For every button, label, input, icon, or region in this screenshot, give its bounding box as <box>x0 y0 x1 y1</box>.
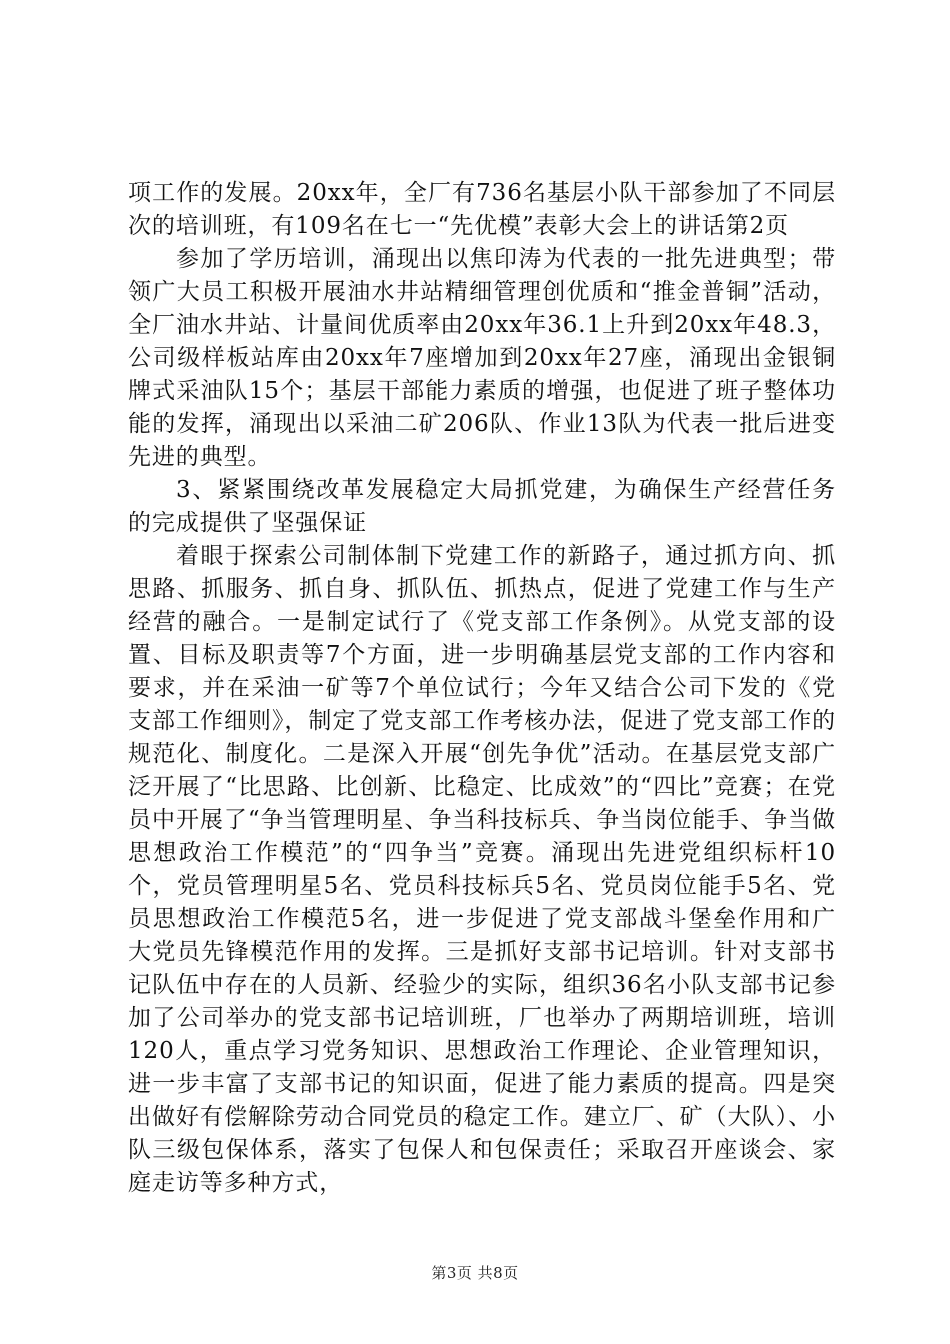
paragraph-party-building: 着眼于探索公司制体制下党建工作的新路子，通过抓方向、抓思路、抓服务、抓自身、抓队伍、抓热点，促进了党建工作与生产经营的融合。一是制定试行了《党支部工作条例》。从党支部的设置、目标及职责等7个方面，进一步明确基层党支部的工作内容和要求，并在采油一矿等7个单位试行；今年又结合公司下发的《党支部工作细则》，制定了党支部工作考核办法，促进了党支部工作的规范化、制度化。二是深入开展“创先争优”活动。在基层党支部广泛开展了“比思路、比创新、比稳定、比成效”的“四比”竞赛；在党员中开展了“争当管理明星、争当科技标兵、争当岗位能手、争当做思想政治工作模范”的“四争当”竞赛。涌现出先进党组织标杆10个，党员管理明星5名、党员科技标兵5名、党员岗位能手5名、党员思想政治工作模范5名，进一步促进了党支部战斗堡垒作用和广大党员先锋模范作用的发挥。三是抓好支部书记培训。针对支部书记队伍中存在的人员新、经验少的实际，组织36名小队支部书记参加了公司举办的党支部书记培训班，厂也举办了两期培训班，培训120人，重点学习党务知识、思想政治工作理论、企业管理知识，进一步丰富了支部书记的知识面，促进了能力素质的提高。四是突出做好有偿解除劳动合同党员的稳定工作。建立厂、矿（大队）、小队三级包保体系，落实了包保人和包保责任；采取召开座谈会、家庭走访等多种方式， <box>128 543 836 1196</box>
document-body <box>128 177 836 1200</box>
section-heading-3: 3、紧紧围绕改革发展稳定大局抓党建，为确保生产经营任务的完成提供了坚强保证 <box>128 477 836 536</box>
paragraph-continuation: 项工作的发展。20xx年，全厂有736名基层小队干部参加了不同层次的培训班，有109名在七一“先优模”表彰大会上的讲话第2页 <box>128 180 836 239</box>
paragraph-training-results: 参加了学历培训，涌现出以焦印涛为代表的一批先进典型；带领广大员工积极开展油水井站精细管理创优质和“推金普铜”活动，全厂油水井站、计量间优质率由20xx年36.1上升到20xx年48.3，公司级样板站库由20xx年7座增加到20xx年27座，涌现出金银铜牌式采油队15个；基层干部能力素质的增强，也促进了班子整体功能的发挥，涌现出以采油二矿206队、作业13队为代表一批后进变先进的典型。 <box>128 246 836 470</box>
page-number-footer: 第3页 共8页 <box>431 1264 519 1282</box>
